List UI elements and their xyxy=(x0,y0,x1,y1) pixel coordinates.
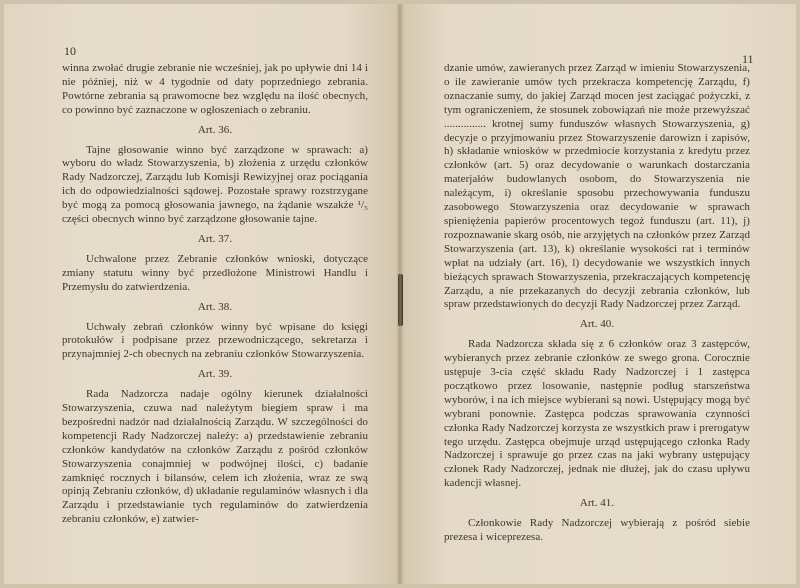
paragraph: Rada Nadzorcza nadaje ogólny kierunek działalności Stowarzyszenia, czuwa nad należytym biegiem spraw i ma bezpośredni nadzór nad działalnością Zarządu. W szczególności do kompetencji Rady Nadzorczej należy: a) przedstawienie zebraniu członków kandydatów na członków Zarządu z pośród członków Stowarzyszenia conajmniej w podwójnej ilości, c) badanie zamknięć rocznych i bilansów, celem ich złożenia, wraz ze swą opinją Zebraniu członków, d) układanie regulaminów własnych i dla Zarządu i przedstawianie tych regulaminów do zatwierdzenia zebraniu członków, e) zatwier- xyxy=(62,388,368,526)
page-number-right: 11 xyxy=(742,52,754,66)
right-page-text xyxy=(444,62,750,545)
article-heading-41: Art. 41. xyxy=(579,497,615,510)
paragraph: Rada Nadzorcza składa się z 6 członków oraz 3 zastępców, wybieranych przez zebranie członków ze swego grona. Corocznie ustępuje 3-cia część składu Rady Nadzorczej i 1 zastępca początkowo przez losowanie, następnie podług starszeństwa wyborów, i na ich miejsce wybierani są nowi. Ustępujący mogą być wybrani ponownie. Zastępca podczas sprawowania czynności członka Rady Nadzorczej korzysta ze wszystkich praw i prerogatyw tego urzędu. Zastępca obejmuje urząd ustępującego członka Rady Nadzorczej i sprawuje go przez czas na jaki wybrany ustępujący członek Rady Nadzorczej, jednak nie dłużej, jak do czasu upływu kadencji własnej. xyxy=(444,338,750,490)
paragraph: Tajne głosowanie winno być zarządzone w sprawach: a) wyboru do władz Stowarzyszenia, b) złożenia z urzędu członków Rady Nadzorczej, Zarządu lub Komisji Rewizyjnej oraz pociągania ich do odpowiedzialności sądowej. Pozostałe sprawy rozstrzygane być mogą za pomocą głosowania jawnego, na żądanie wszakże ¹/₅ części obecnych winno być zarządzone głosowanie tajne. xyxy=(62,143,368,226)
left-page-text xyxy=(62,62,368,527)
left-page xyxy=(4,4,400,584)
paragraph: dzanie umów, zawieranych przez Zarząd w imieniu Stowarzyszenia, o ile zawieranie umów tych przekracza kompetencję Zarządu, f) oznaczanie sumy, do jakiej Zarząd mocen jest zaciągać pożyczki, z tym ograniczeniem, że stosunek zobowiązań nie może przewyższać ............... krotnej sumy funduszów własnych Stowarzyszenia, g) decyzje o przyjmowaniu przez Stowarzyszenie darowizn i zapisów, h) składanie wniosków w przedmiocie korzystania z kredytu przez członków (art. 5) oraz decydowanie o warunkach dostarczania materjałów budowlanych osobom, do Stowarzyszenia nie należącym, i) określanie sposobu przechowywania funduszu zasobowego Stowarzyszenia oraz decydowanie w sprawach spieniężenia papierów procentowych tegoż funduszu (art. 11), j) rozpoznawanie skarg osób, nie arzyjętych na członków przez Zarząd Stowarzyszenia (art. 13), k) określanie wysokości rat i terminów wpłat na udziały (art. 16), l) decydowanie we wszystkich innych bieżących sprawach Stowarzyszenia, przekraczających kompetencję Zarządu, a nie przekazanych do decyzji zebrania członków, lub spraw przedstawionych do decyzji Rady Nadzorczej przez Zarząd. xyxy=(444,62,750,311)
article-heading-39: Art. 39. xyxy=(197,368,233,381)
page-number-left: 10 xyxy=(64,44,76,58)
article-heading-36: Art. 36. xyxy=(197,123,233,136)
book-spread xyxy=(4,4,796,584)
paragraph: Uchwały zebrań członków winny być wpisane do księgi protokułów i podpisane przez przewodniczącego, sekretarza i przynajmniej 2-ch obecnych na zebraniu członków Stowarzyszenia. xyxy=(62,320,368,361)
article-heading-37: Art. 37. xyxy=(197,232,233,245)
article-heading-38: Art. 38. xyxy=(197,300,233,313)
right-page xyxy=(400,4,796,584)
paragraph: winna zwołać drugie zebranie nie wcześniej, jak po upływie dni 14 i nie później, niż w 4 tygodnie od daty poprzedniego zebrania. Powtórne zebrania są prawomocne bez względu na ilość obecnych, co powinno być zaznaczone w ogłoszeniach o zebraniu. xyxy=(62,62,368,116)
paragraph: Uchwalone przez Zebranie członków wnioski, dotyczące zmiany statutu winny być przedłożone Ministrowi Handlu i Przemysłu do zatwierdzenia. xyxy=(62,252,368,293)
paragraph: Członkowie Rady Nadzorczej wybierają z pośród siebie prezesa i wiceprezesa. xyxy=(444,517,750,543)
article-heading-40: Art. 40. xyxy=(579,318,615,331)
binding-staple xyxy=(398,274,403,326)
